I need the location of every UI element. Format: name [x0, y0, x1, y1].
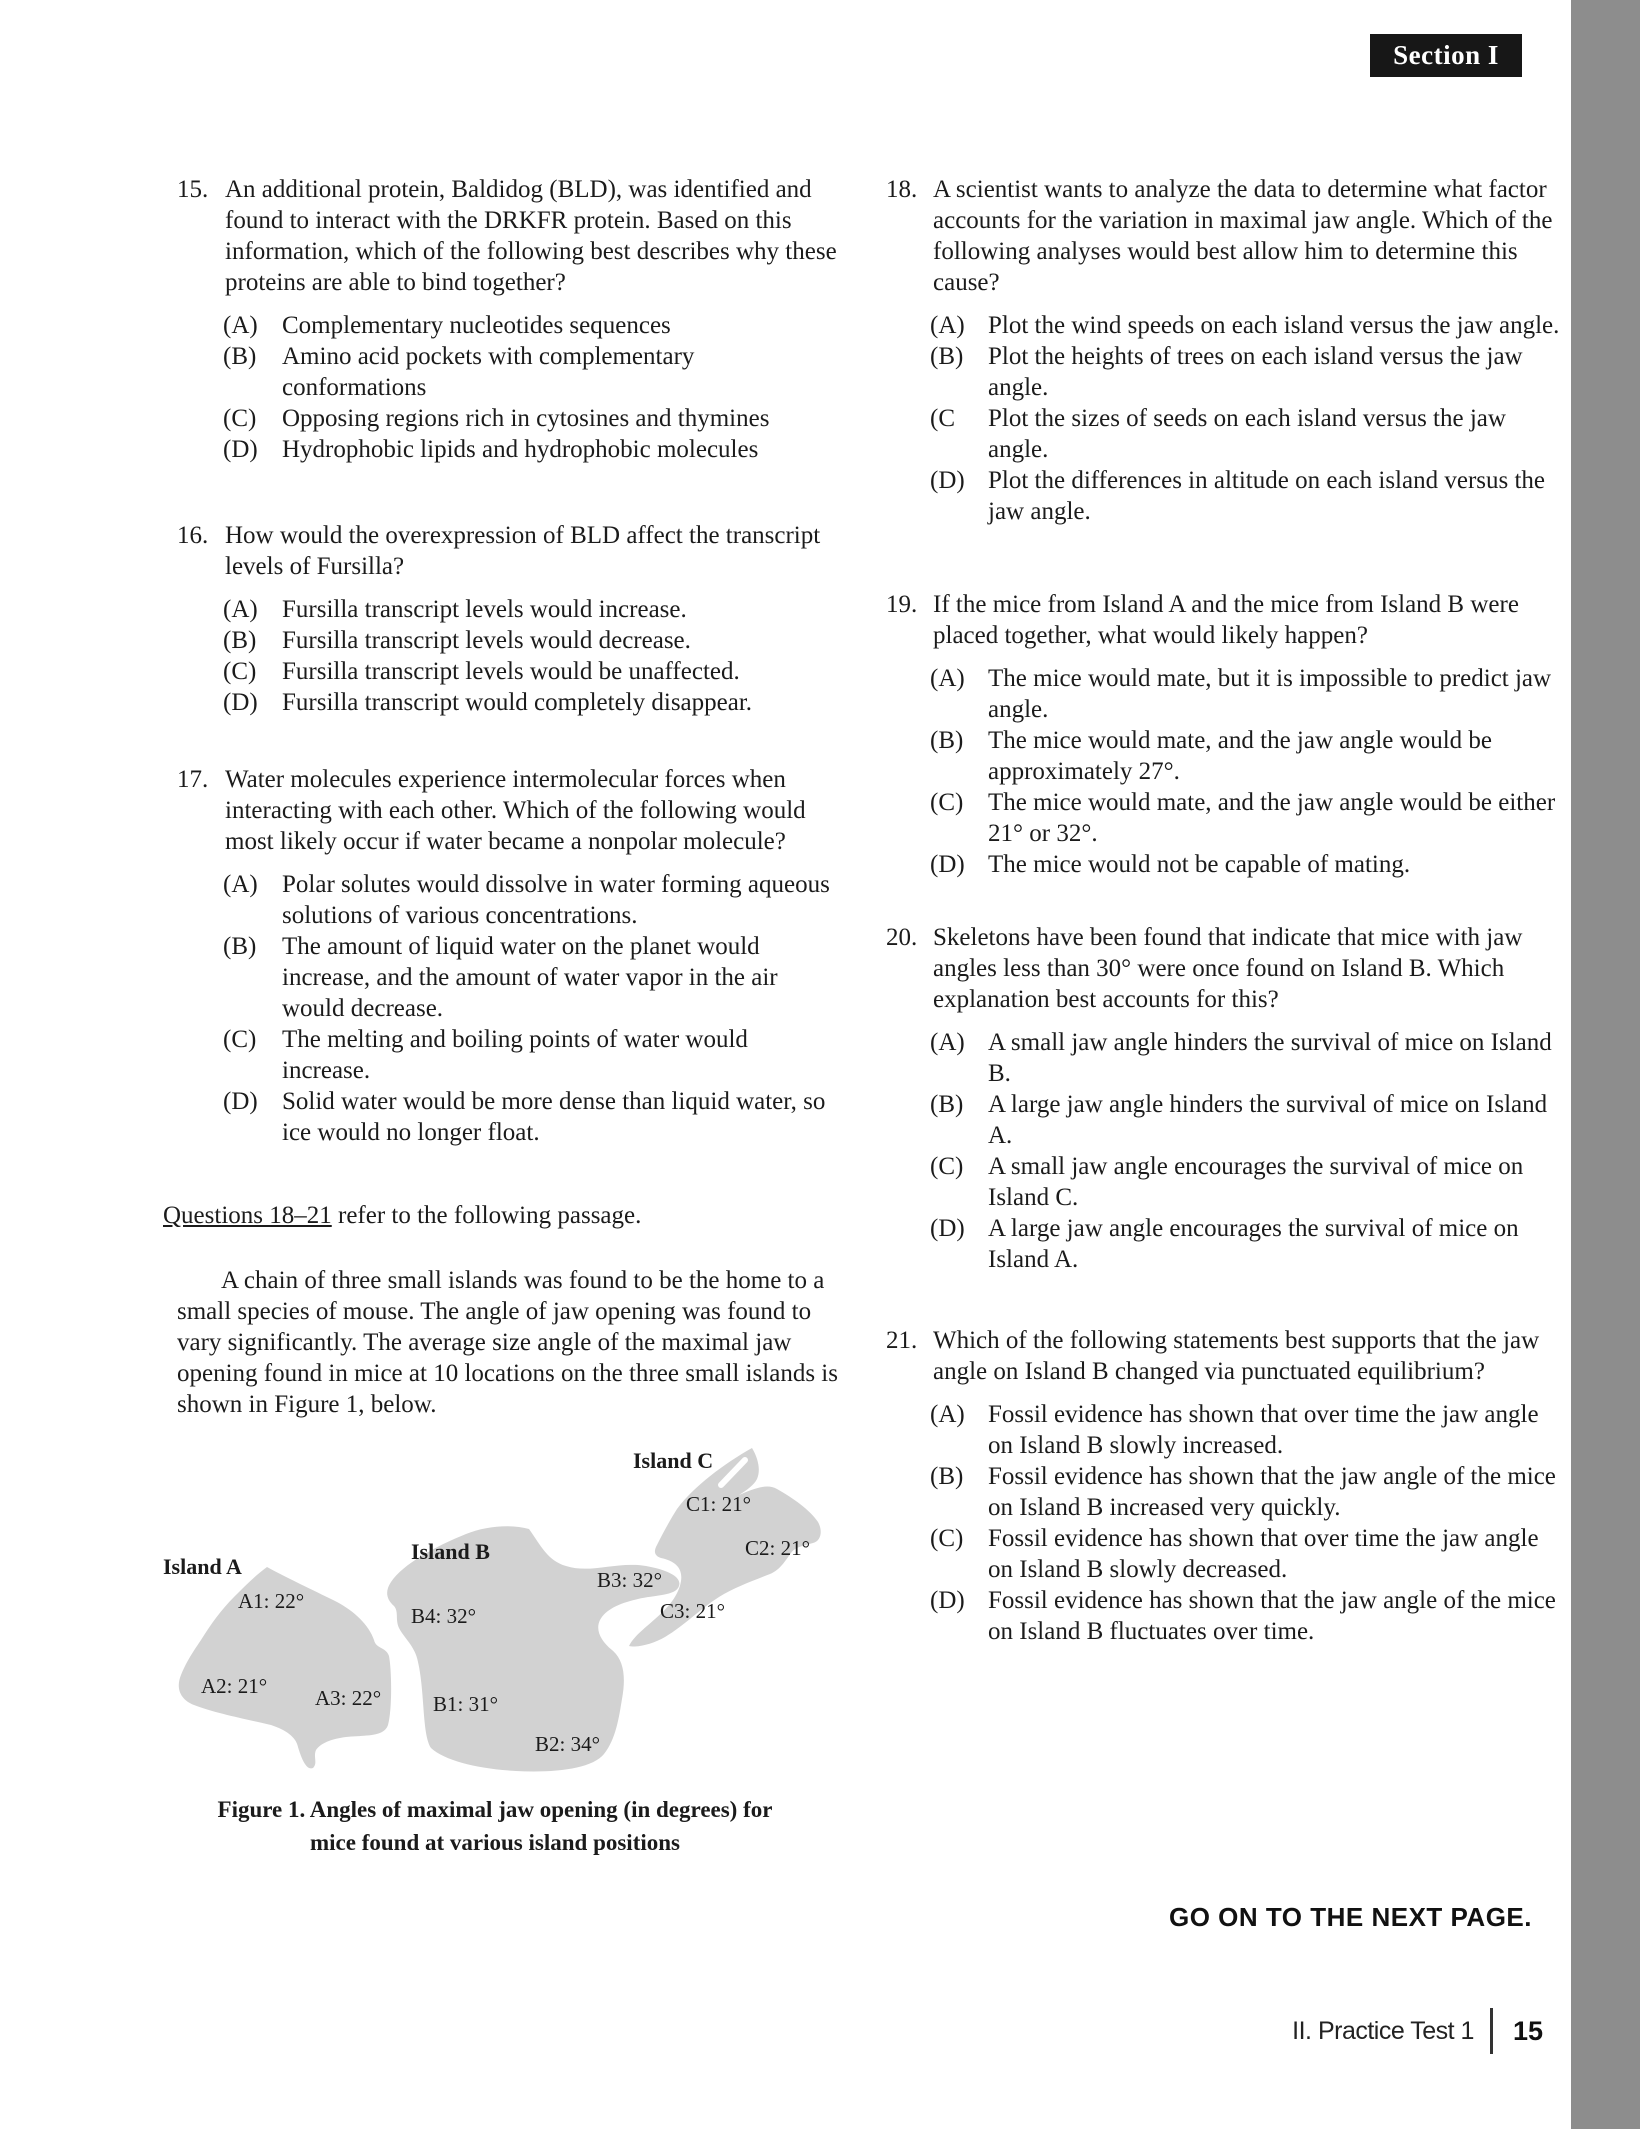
option-18-a: [930, 310, 1566, 341]
question-20: [886, 922, 1566, 1275]
island-b-label: Island B: [411, 1539, 490, 1564]
option-letter: (B): [223, 627, 257, 654]
option-18-c: [930, 403, 1566, 465]
option-text: A small jaw angle encourages the survival of mice on Island C.: [988, 1153, 1524, 1211]
option-letter: (B): [930, 1463, 964, 1490]
answer-options: [886, 1027, 1566, 1275]
question-number: 20.: [886, 924, 918, 951]
question-number: 19.: [886, 591, 918, 618]
option-letter: (C): [223, 658, 257, 685]
answer-options: [886, 1399, 1566, 1647]
option-letter: (D): [223, 689, 258, 716]
question-17: [177, 764, 838, 1148]
option-text: The mice would mate, but it is impossible to predict jaw angle.: [988, 665, 1552, 723]
option-text: Amino acid pockets with complementary conformations: [282, 343, 695, 401]
option-text: The mice would mate, and the jaw angle would be approximately 27°.: [988, 727, 1493, 785]
option-18-d: [930, 465, 1566, 527]
option-letter: (A): [930, 1029, 965, 1056]
option-text: Fursilla transcript levels would be unaffected.: [282, 658, 740, 685]
question-stem: Which of the following statements best supports that the jaw angle on Island B changed via punctuated equilibrium?: [933, 1327, 1540, 1385]
option-15-b: [223, 341, 838, 403]
option-18-b: [930, 341, 1566, 403]
option-text: Complementary nucleotides sequences: [282, 312, 671, 339]
option-text: Plot the wind speeds on each island versus the jaw angle.: [988, 312, 1560, 339]
option-letter: (D): [930, 1587, 965, 1614]
option-text: The melting and boiling points of water would increase.: [282, 1026, 748, 1084]
page-margin-strip: [1571, 0, 1640, 2129]
option-text: A large jaw angle hinders the survival of mice on Island A.: [988, 1091, 1548, 1149]
point-label-b4: B4: 32°: [411, 1604, 476, 1628]
passage-heading-rest: refer to the following passage.: [331, 1202, 642, 1229]
option-letter: (D): [930, 467, 965, 494]
option-letter: (A): [930, 312, 965, 339]
island-a-label: Island A: [163, 1554, 242, 1579]
option-text: Fossil evidence has shown that the jaw angle of the mice on Island B increased very quickly.: [988, 1463, 1556, 1521]
option-letter: (A): [223, 312, 258, 339]
option-text: The mice would mate, and the jaw angle would be either 21° or 32°.: [988, 789, 1556, 847]
option-17-b: [223, 931, 838, 1024]
question-18: [886, 174, 1566, 527]
option-letter: (C): [930, 1153, 964, 1180]
option-letter: (B): [930, 727, 964, 754]
option-letter: (C): [930, 789, 964, 816]
option-19-d: [930, 849, 1566, 880]
option-text: Fossil evidence has shown that over time the jaw angle on Island B slowly decreased.: [988, 1525, 1539, 1583]
option-text: Hydrophobic lipids and hydrophobic molecules: [282, 436, 759, 463]
option-letter: (D): [223, 436, 258, 463]
option-letter: (A): [930, 1401, 965, 1428]
option-text: Fossil evidence has shown that the jaw angle of the mice on Island B fluctuates over time.: [988, 1587, 1556, 1645]
option-17-a: [223, 869, 838, 931]
option-letter: (A): [930, 665, 965, 692]
point-label-c2: C2: 21°: [745, 1536, 810, 1560]
figure-1: [155, 1425, 835, 1895]
option-letter: (A): [223, 596, 258, 623]
option-19-c: [930, 787, 1566, 849]
question-16: [177, 520, 838, 718]
option-letter: (B): [930, 1091, 964, 1118]
question-number: 16.: [177, 522, 209, 549]
option-20-b: [930, 1089, 1566, 1151]
option-letter: (D): [223, 1088, 258, 1115]
right-column: [886, 174, 1566, 1647]
option-text: A small jaw angle hinders the survival of mice on Island B.: [988, 1029, 1552, 1087]
figure-caption-line1: Figure 1. Angles of maximal jaw opening (in degrees) for: [217, 1797, 773, 1822]
passage-heading-range: Questions 18–21: [163, 1202, 332, 1229]
option-16-c: [223, 656, 838, 687]
question-15: [177, 174, 838, 465]
option-letter: (C): [223, 405, 257, 432]
option-21-d: [930, 1585, 1566, 1647]
option-15-c: [223, 403, 838, 434]
island-c-label: Island C: [633, 1448, 714, 1473]
option-16-b: [223, 625, 838, 656]
question-stem: An additional protein, Baldidog (BLD), was identified and found to interact with the DRKFR protein. Based on this information, which of the following best describes why these proteins are able to bind together?: [225, 176, 837, 296]
option-text: Plot the differences in altitude on each island versus the jaw angle.: [988, 467, 1546, 525]
question-stem: How would the overexpression of BLD affect the transcript levels of Fursilla?: [225, 522, 821, 580]
question-stem: A scientist wants to analyze the data to determine what factor accounts for the variation in maximal jaw angle. Which of the following analyses would best allow him to determine this cause?: [933, 176, 1553, 296]
point-label-c1: C1: 21°: [686, 1492, 751, 1516]
section-badge: [1370, 34, 1522, 77]
option-20-c: [930, 1151, 1566, 1213]
option-19-a: [930, 663, 1566, 725]
option-15-a: [223, 310, 838, 341]
option-text: Fursilla transcript levels would increase.: [282, 596, 687, 623]
question-number: 15.: [177, 176, 209, 203]
option-20-a: [930, 1027, 1566, 1089]
option-21-a: [930, 1399, 1566, 1461]
option-letter: (B): [930, 343, 964, 370]
option-letter: (A): [223, 871, 258, 898]
option-text: The amount of liquid water on the planet would increase, and the amount of water vapor in the air would decrease.: [282, 933, 778, 1022]
option-text: Plot the heights of trees on each island versus the jaw angle.: [988, 343, 1523, 401]
answer-options: [886, 663, 1566, 880]
option-19-b: [930, 725, 1566, 787]
option-20-d: [930, 1213, 1566, 1275]
option-21-b: [930, 1461, 1566, 1523]
option-letter: (C): [223, 1026, 257, 1053]
option-text: A large jaw angle encourages the survival of mice on Island A.: [988, 1215, 1519, 1273]
point-label-a2: A2: 21°: [201, 1674, 268, 1698]
option-text: Fursilla transcript would completely disappear.: [282, 689, 753, 716]
option-letter: (C): [930, 1525, 964, 1552]
question-stem: Skeletons have been found that indicate that mice with jaw angles less than 30° were once found on Island B. Which explanation best accounts for this?: [933, 924, 1523, 1013]
question-19: [886, 589, 1566, 880]
option-letter: (D): [930, 851, 965, 878]
footer-divider: [1490, 2008, 1493, 2054]
option-17-c: [223, 1024, 838, 1086]
passage-body: A chain of three small islands was found to be the home to a small species of mouse. The angle of jaw opening was found to vary significantly. The average size angle of the maximal jaw opening found in mice at 10 locations on the three small islands is shown in Figure 1, below.: [177, 1267, 838, 1418]
question-number: 17.: [177, 766, 209, 793]
point-label-a3: A3: 22°: [315, 1686, 382, 1710]
option-text: Solid water would be more dense than liquid water, so ice would no longer float.: [282, 1088, 826, 1146]
option-letter: (D): [930, 1215, 965, 1242]
option-letter: (B): [223, 933, 257, 960]
answer-options: [886, 310, 1566, 527]
question-stem: If the mice from Island A and the mice from Island B were placed together, what would likely happen?: [933, 591, 1519, 649]
question-number: 21.: [886, 1327, 918, 1354]
point-label-b1: B1: 31°: [433, 1692, 498, 1716]
option-21-c: [930, 1523, 1566, 1585]
page-number: 15: [1512, 2015, 1543, 2046]
point-label-a1: A1: 22°: [238, 1589, 305, 1613]
question-number: 18.: [886, 176, 918, 203]
question-stem: Water molecules experience intermolecular forces when interacting with each other. Which of the following would most likely occur if water became a nonpolar molecule?: [225, 766, 806, 855]
option-text: Plot the sizes of seeds on each island versus the jaw angle.: [988, 405, 1506, 463]
left-column: [163, 174, 838, 1895]
figure-caption: [155, 1793, 835, 1859]
option-15-d: [223, 434, 838, 465]
footer-section-label: II. Practice Test 1: [1292, 2016, 1474, 2045]
section-badge-label: Section I: [1393, 40, 1499, 70]
option-text: Opposing regions rich in cytosines and thymines: [282, 405, 770, 432]
option-letter: (C: [930, 405, 955, 432]
answer-options: [177, 310, 838, 465]
option-letter: (B): [223, 343, 257, 370]
option-17-d: [223, 1086, 838, 1148]
option-16-d: [223, 687, 838, 718]
question-21: [886, 1325, 1566, 1647]
option-text: Fursilla transcript levels would decrease.: [282, 627, 691, 654]
page-footer: [1292, 2008, 1543, 2054]
option-text: Polar solutes would dissolve in water forming aqueous solutions of various concentrations.: [282, 871, 830, 929]
figure-caption-line2: mice found at various island positions: [310, 1830, 680, 1855]
answer-options: [177, 594, 838, 718]
answer-options: [177, 869, 838, 1148]
point-label-c3: C3: 21°: [660, 1599, 725, 1623]
point-label-b3: B3: 32°: [597, 1568, 662, 1592]
option-text: The mice would not be capable of mating.: [988, 851, 1411, 878]
point-label-b2: B2: 34°: [535, 1732, 600, 1756]
go-on-instruction: GO ON TO THE NEXT PAGE.: [1168, 1902, 1532, 1932]
option-text: Fossil evidence has shown that over time the jaw angle on Island B slowly increased.: [988, 1401, 1539, 1459]
option-16-a: [223, 594, 838, 625]
passage-heading: [163, 1200, 838, 1231]
